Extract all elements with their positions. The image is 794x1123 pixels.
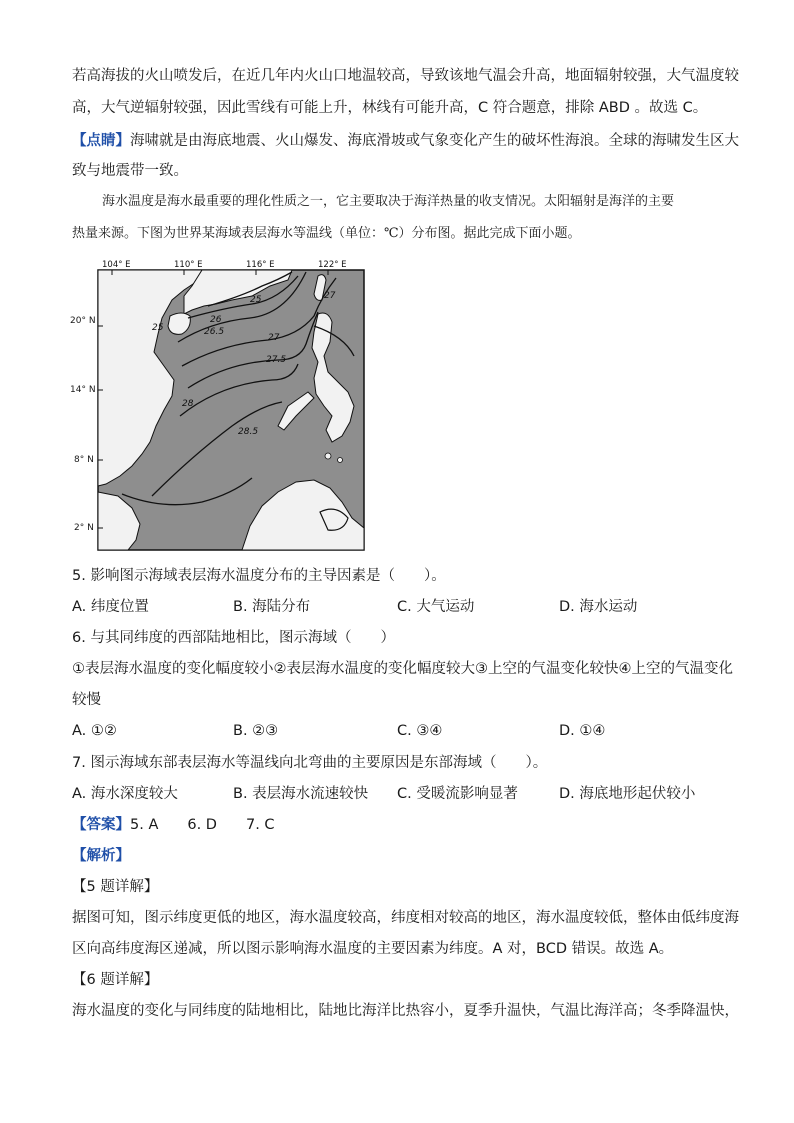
q5-stem: 5. 影响图示海域表层海水温度分布的主导因素是（ ）。 bbox=[72, 568, 446, 584]
q5-option-c: C. 大气运动 bbox=[397, 599, 475, 615]
answer-line bbox=[72, 815, 275, 835]
text-line-1: 若高海拔的火山喷发后，在近几年内火山口地温较高，导致该地气温会升高，地面辐射较强，大气温度较 bbox=[72, 68, 739, 84]
q6-stem: 6. 与其同纬度的西部陆地相比，图示海域（ ） bbox=[72, 630, 395, 646]
latitude-label: 2° N bbox=[74, 523, 94, 533]
q7-option-b: B. 表层海水流速较快 bbox=[233, 786, 369, 802]
latitude-label: 14° N bbox=[70, 385, 96, 395]
tip-tag: 【点睛】 bbox=[72, 133, 130, 149]
q6-option-b: B. ②③ bbox=[233, 723, 279, 739]
answer-tag: 【答案】 bbox=[72, 817, 130, 833]
q7-option-a: A. 海水深度较大 bbox=[72, 786, 178, 802]
q6-option-c: C. ③④ bbox=[397, 723, 443, 739]
q5-option-d: D. 海水运动 bbox=[559, 599, 638, 615]
longitude-label: 104° E bbox=[102, 260, 131, 270]
tip-paragraph bbox=[72, 131, 739, 151]
detail5-line-1: 据图可知，图示纬度更低的地区，海水温度较高，纬度相对较高的地区，海水温度较低，整体由低纬度海 bbox=[72, 910, 739, 926]
isotherm-label: 28 bbox=[182, 399, 194, 409]
isotherm-label: 25 bbox=[250, 295, 262, 305]
detail6-tag: 【6 题详解】 bbox=[72, 972, 159, 988]
intro-line-2: 热量来源。下图为世界某海域表层海水等温线（单位：℃）分布图。据此完成下面小题。 bbox=[72, 226, 581, 241]
longitude-label: 110° E bbox=[174, 260, 203, 270]
q6-statements-1: ①表层海水温度的变化幅度较小②表层海水温度的变化幅度较大③上空的气温变化较快④上空的气温变化 bbox=[72, 661, 733, 677]
isotherm-label: 27 bbox=[324, 291, 336, 301]
detail5-line-2: 区向高纬度海区递减，所以图示影响海水温度的主要因素为纬度。A 对，BCD 错误。故选 A。 bbox=[72, 941, 674, 957]
latitude-label: 8° N bbox=[74, 455, 94, 465]
q7-option-c: C. 受暖流影响显著 bbox=[397, 786, 518, 802]
isotherm-label: 25 bbox=[152, 323, 164, 333]
longitude-label: 122° E bbox=[318, 260, 347, 270]
longitude-label: 116° E bbox=[246, 260, 275, 270]
q6-statements-2: 较慢 bbox=[72, 692, 101, 708]
text-line-2: 高，大气逆辐射较强，因此雪线有可能上升，林线有可能升高，C 符合题意，排除 ABD 。故选 C。 bbox=[72, 100, 708, 116]
isotherm-label: 26 bbox=[210, 315, 222, 325]
text-line-4: 致与地震带一致。 bbox=[72, 163, 188, 179]
q7-option-d: D. 海底地形起伏较小 bbox=[559, 786, 696, 802]
detail6-line-1: 海水温度的变化与同纬度的陆地相比，陆地比海洋比热容小，夏季升温快，气温比海洋高；冬季降温快， bbox=[72, 1003, 739, 1019]
isotherm-label: 26.5 bbox=[204, 327, 225, 337]
q7-stem: 7. 图示海域东部表层海水等温线向北弯曲的主要原因是东部海域（ ）。 bbox=[72, 755, 548, 771]
analysis-tag bbox=[72, 846, 130, 866]
q5-option-b: B. 海陆分布 bbox=[233, 599, 311, 615]
tip-text: 海啸就是由海底地震、火山爆发、海底滑坡或气象变化产生的破坏性海浪。全球的海啸发生区大 bbox=[130, 133, 739, 149]
map-svg bbox=[92, 256, 370, 552]
small-island bbox=[338, 458, 343, 463]
isotherm-label: 28.5 bbox=[238, 427, 259, 437]
sea-temperature-map bbox=[92, 256, 370, 552]
q5-option-a: A. 纬度位置 bbox=[72, 599, 149, 615]
intro-line-1: 海水温度是海水最重要的理化性质之一，它主要取决于海洋热量的收支情况。太阳辐射是海洋的主要 bbox=[102, 194, 675, 209]
latitude-label: 20° N bbox=[70, 316, 96, 326]
answer-text: 5. A 6. D 7. C bbox=[130, 817, 275, 833]
detail5-tag: 【5 题详解】 bbox=[72, 879, 159, 895]
isotherm-label: 27 bbox=[268, 333, 280, 343]
small-island bbox=[325, 453, 331, 459]
q6-option-a: A. ①② bbox=[72, 723, 117, 739]
isotherm-label: 27.5 bbox=[266, 355, 287, 365]
q6-option-d: D. ①④ bbox=[559, 723, 606, 739]
analysis-tag-text: 【解析】 bbox=[72, 848, 130, 864]
